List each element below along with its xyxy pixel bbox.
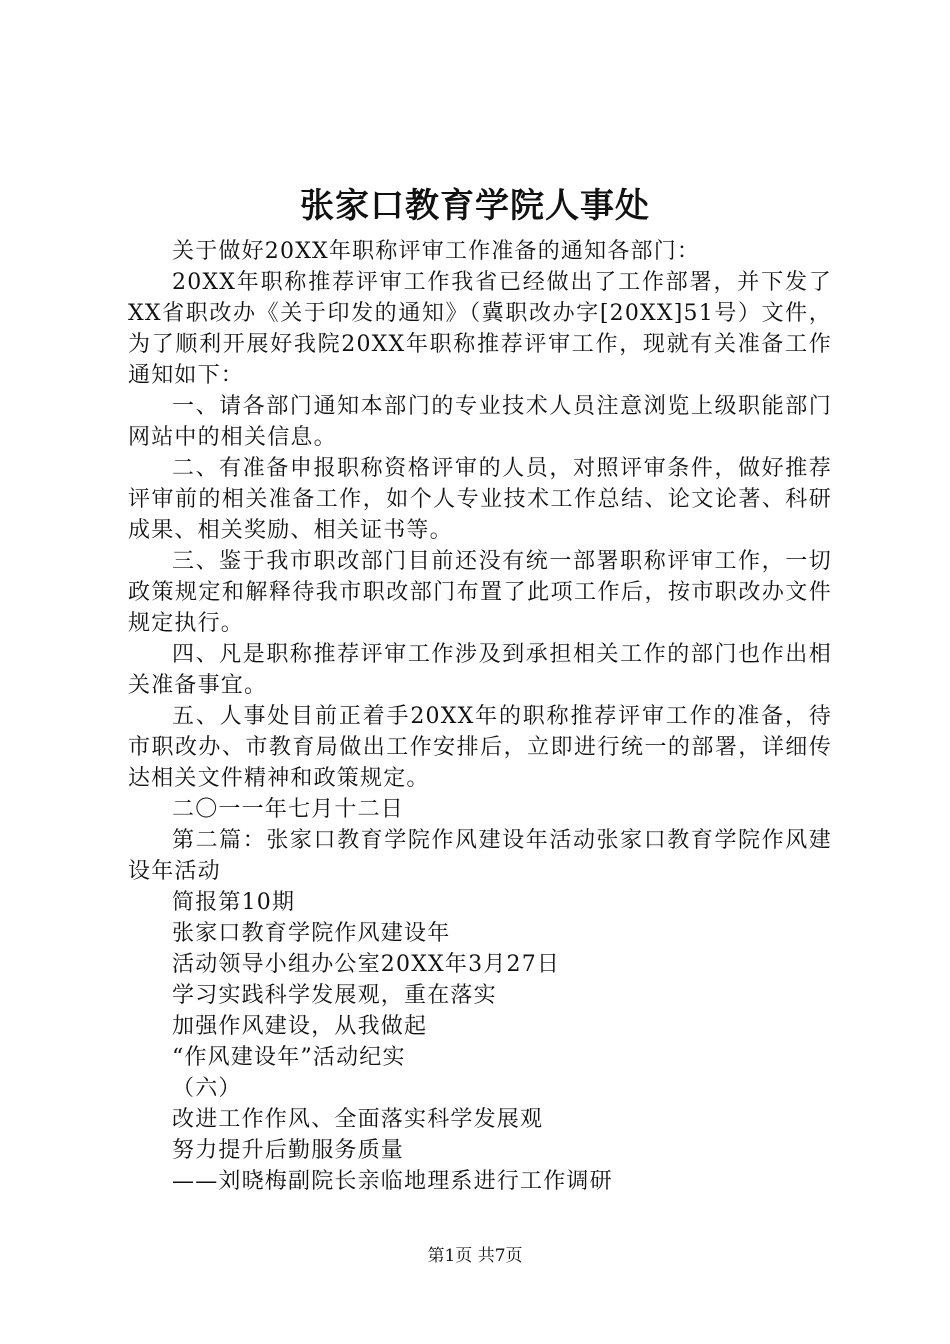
- bulletin-record-title: “作风建设年”活动纪实: [172, 1045, 406, 1070]
- bulletin-slogan-2: 加强作风建设，从我做起: [172, 1014, 428, 1039]
- paragraph-item-2: 二、有准备申报职称资格评审的人员，对照评审条件，做好推荐评审前的相关准备工作，如个人专业技术工作总结、论文论著、科研成果、相关奖励、相关证书等。: [128, 456, 832, 543]
- bulletin-headline-1: 改进工作作风、全面落实科学发展观: [172, 1107, 544, 1132]
- paragraph-second-part-heading: 第二篇：张家口教育学院作风建设年活动张家口教育学院作风建设年活动: [128, 828, 832, 884]
- bulletin-record-number: （六）: [172, 1076, 242, 1101]
- paragraph-intro: 20XX年职称推荐评审工作我省已经做出了工作部署，并下发了XX省职改办《关于印发的通知》（冀职改办字[20XX]51号）文件，为了顺利开展好我院20XX年职称推荐评审工作，现就有关准备工作通知如下：: [128, 270, 832, 388]
- bulletin-subheadline: ——刘晓梅副院长亲临地理系进行工作调研: [172, 1169, 613, 1194]
- paragraph-item-3: 三、鉴于我市职改部门目前还没有统一部署职称评审工作，一切政策规定和解释待我市职改部门布置了此项工作后，按市职改办文件规定执行。: [128, 549, 832, 636]
- paragraph-item-4: 四、凡是职称推荐评审工作涉及到承担相关工作的部门也作出相关准备事宜。: [128, 642, 832, 698]
- paragraph-item-5: 五、人事处目前正着手20XX年的职称推荐评审工作的准备，待市职改办、市教育局做出工作安排后，立即进行统一的部署，详细传达相关文件精神和政策规定。: [128, 704, 832, 791]
- paragraph-date: 二〇一一年七月十二日: [172, 797, 405, 822]
- bulletin-headline-2: 努力提升后勤服务质量: [172, 1138, 405, 1163]
- bulletin-slogan-1: 学习实践科学发展观，重在落实: [172, 983, 497, 1008]
- paragraph-item-1: 一、请各部门通知本部门的专业技术人员注意浏览上级职能部门网站中的相关信息。: [128, 394, 832, 450]
- page-footer: 第1页 共7页: [427, 1246, 523, 1266]
- document-title: 张家口教育学院人事处: [300, 186, 650, 226]
- bulletin-issue-line: 简报第10期: [172, 890, 296, 915]
- bulletin-office-date-line: 活动领导小组办公室20XX年3月27日: [172, 952, 561, 977]
- paragraph-notice-heading: 关于做好20XX年职称评审工作准备的通知各部门：: [172, 239, 701, 264]
- bulletin-org-line: 张家口教育学院作风建设年: [172, 921, 451, 946]
- document-body: [128, 236, 832, 1197]
